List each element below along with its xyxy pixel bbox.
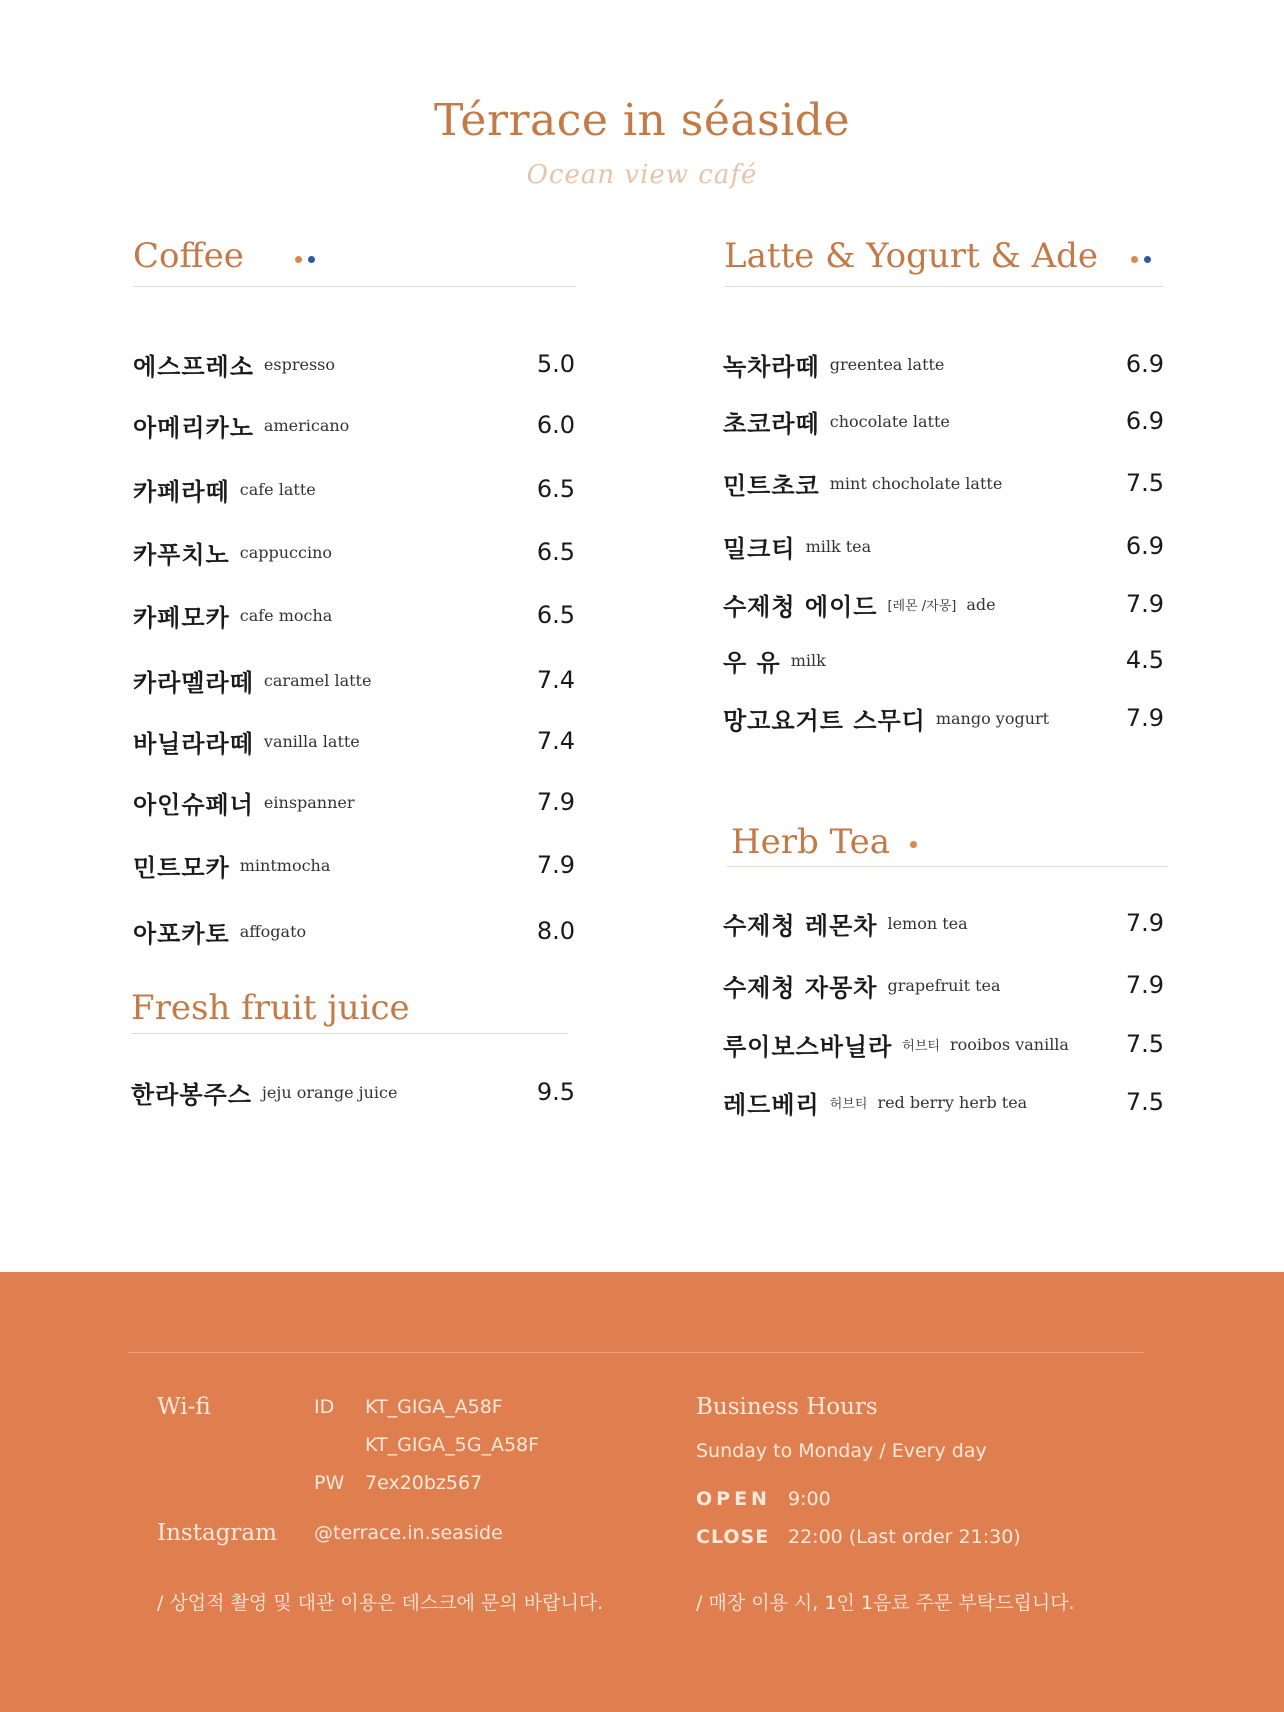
menu-item-korean-name: 초코라떼	[723, 409, 820, 438]
menu-item-price: 7.5	[1125, 469, 1164, 497]
section-divider	[131, 1033, 567, 1034]
menu-item-english-name: red berry herb tea	[877, 1092, 1028, 1112]
menu-item-english-name: lemon tea	[887, 913, 968, 933]
menu-item-price: 6.5	[536, 601, 575, 629]
wifi-id-label: ID	[314, 1396, 335, 1418]
section-dots-latte	[1131, 256, 1151, 263]
menu-item-english-name: einspanner	[263, 792, 355, 812]
menu-item-price: 7.9	[1125, 704, 1164, 732]
menu-item	[723, 344, 1164, 384]
close-label: CLOSE	[696, 1526, 770, 1548]
menu-item	[723, 401, 1164, 441]
menu-item-price: 6.9	[1125, 407, 1164, 435]
dot-blue-icon	[1144, 256, 1151, 263]
menu-item-price: 4.5	[1125, 646, 1164, 674]
menu-item-price: 7.9	[1125, 590, 1164, 618]
menu-item	[723, 463, 1164, 503]
menu-item	[133, 344, 575, 384]
menu-item-english-name: chocolate latte	[829, 411, 950, 431]
menu-item-korean-name: 우 유	[723, 648, 781, 677]
menu-item-english-name: ade	[966, 594, 996, 614]
menu-item-korean-name: 카페라떼	[133, 477, 230, 506]
menu-item	[133, 469, 575, 509]
menu-item-english-name: cafe mocha	[239, 605, 333, 625]
menu-item-price: 7.5	[1125, 1030, 1164, 1058]
menu-item-price: 7.9	[1125, 971, 1164, 999]
menu-item-note: 허브티	[902, 1038, 940, 1054]
menu-item	[133, 532, 575, 572]
dot-orange-icon	[910, 841, 917, 848]
menu-item-korean-name: 민트모카	[133, 853, 230, 882]
menu-item-price: 6.5	[536, 475, 575, 503]
menu-item-price: 8.0	[536, 917, 575, 945]
section-title-latte: Latte & Yogurt & Ade	[724, 236, 1099, 276]
wifi-label: Wi-fi	[157, 1394, 211, 1420]
wifi-id-value-2: KT_GIGA_5G_A58F	[365, 1434, 540, 1456]
notice-left: / 상업적 촬영 및 대관 이용은 데스크에 문의 바랍니다.	[157, 1592, 604, 1614]
menu-item-price: 6.9	[1125, 532, 1164, 560]
section-title-herb: Herb Tea	[731, 822, 891, 862]
wifi-pw-label: PW	[314, 1472, 345, 1494]
menu-item-english-name: jeju orange juice	[261, 1082, 398, 1102]
menu-item-price: 7.9	[1125, 909, 1164, 937]
section-divider	[727, 866, 1167, 867]
menu-item-price: 6.5	[536, 538, 575, 566]
menu-item-english-name: greentea latte	[829, 354, 945, 374]
menu-item	[723, 1082, 1164, 1122]
menu-item	[133, 660, 575, 700]
footer-info-panel	[0, 1272, 1284, 1712]
menu-item-price: 7.9	[536, 851, 575, 879]
menu-item	[723, 698, 1164, 738]
menu-item-price: 6.0	[536, 411, 575, 439]
menu-item-korean-name: 루이보스바닐라	[723, 1032, 893, 1061]
close-time: 22:00 (Last order 21:30)	[788, 1526, 1021, 1548]
menu-item-korean-name: 수제청 레몬차	[723, 911, 878, 940]
section-title-juice: Fresh fruit juice	[131, 988, 410, 1028]
menu-item-english-name: grapefruit tea	[887, 975, 1001, 995]
menu-item-english-name: rooibos vanilla	[949, 1034, 1069, 1054]
menu-item-english-name: affogato	[239, 921, 307, 941]
open-time: 9:00	[788, 1488, 831, 1510]
section-divider	[133, 286, 575, 287]
brand-tagline: Ocean view café	[526, 160, 758, 190]
notice-right: / 매장 이용 시, 1인 1음료 주문 부탁드립니다.	[696, 1592, 1075, 1614]
menu-item	[723, 903, 1164, 943]
menu-item	[133, 405, 575, 445]
menu-item-korean-name: 에스프레소	[133, 352, 254, 381]
menu-item-korean-name: 레드베리	[723, 1090, 820, 1119]
menu-item-korean-name: 아인슈페너	[133, 790, 254, 819]
menu-item-english-name: mintmocha	[239, 855, 331, 875]
menu-item-korean-name: 카페모카	[133, 603, 230, 632]
menu-item-korean-name: 녹차라떼	[723, 352, 820, 381]
menu-item-english-name: cappuccino	[239, 542, 333, 562]
menu-item-english-name: mint chocholate latte	[829, 473, 1003, 493]
section-divider	[724, 286, 1164, 287]
wifi-id-value-1: KT_GIGA_A58F	[365, 1396, 503, 1418]
dot-orange-icon	[1131, 256, 1138, 263]
menu-item-note: 허브티	[829, 1096, 868, 1112]
menu-item-korean-name: 밀크티	[723, 534, 796, 563]
menu-item-english-name: mango yogurt	[935, 708, 1050, 728]
menu-item-price: 7.5	[1125, 1088, 1164, 1116]
menu-item-english-name: espresso	[263, 354, 336, 374]
menu-item-english-name: milk	[790, 650, 826, 670]
menu-item-english-name: caramel latte	[263, 670, 372, 690]
menu-item-price: 6.9	[1125, 350, 1164, 378]
menu-item	[723, 965, 1164, 1005]
menu-item	[133, 911, 575, 951]
menu-item	[133, 782, 575, 822]
menu-item-korean-name: 수제청 자몽차	[723, 973, 878, 1002]
business-days: Sunday to Monday / Every day	[696, 1440, 987, 1462]
business-hours-label: Business Hours	[696, 1394, 878, 1420]
menu-item	[723, 640, 1164, 680]
menu-item	[723, 526, 1164, 566]
menu-item	[131, 1072, 575, 1112]
menu-item-korean-name: 수제청 에이드	[723, 592, 878, 621]
menu-item-korean-name: 아포카토	[133, 919, 230, 948]
dot-orange-icon	[295, 256, 302, 263]
menu-item-korean-name: 민트초코	[723, 471, 820, 500]
menu-item-korean-name: 카푸치노	[133, 540, 230, 569]
wifi-pw-value: 7ex20bz567	[365, 1472, 483, 1494]
menu-item-korean-name: 망고요거트 스무디	[723, 706, 926, 735]
dot-blue-icon	[308, 256, 315, 263]
open-label: OPEN	[696, 1488, 771, 1510]
section-dots-coffee	[295, 256, 315, 263]
menu-item-english-name: cafe latte	[239, 479, 316, 499]
menu-item	[723, 1024, 1164, 1064]
menu-item	[723, 584, 1164, 624]
menu-item-english-name: americano	[263, 415, 350, 435]
menu-item-price: 7.4	[536, 666, 575, 694]
menu-item-price: 9.5	[536, 1078, 575, 1106]
menu-item-english-name: vanilla latte	[263, 731, 360, 751]
menu-item-price: 7.4	[536, 727, 575, 755]
instagram-handle: @terrace.in.seaside	[314, 1522, 503, 1544]
menu-item-korean-name: 한라봉주스	[131, 1080, 252, 1109]
menu-item-korean-name: 아메리카노	[133, 413, 254, 442]
menu-item-price: 7.9	[536, 788, 575, 816]
menu-item-korean-name: 카라멜라떼	[133, 668, 254, 697]
section-dots-herb	[910, 841, 917, 848]
menu-item-note: [레몬 /자몽]	[887, 598, 957, 614]
menu-item	[133, 721, 575, 761]
menu-item	[133, 595, 575, 635]
menu-item-price: 5.0	[536, 350, 575, 378]
brand-title: Térrace in séaside	[433, 95, 851, 146]
menu-item-english-name: milk tea	[805, 536, 872, 556]
footer-divider	[128, 1352, 1144, 1353]
section-title-coffee: Coffee	[133, 236, 244, 276]
instagram-label: Instagram	[157, 1520, 277, 1546]
menu-item	[133, 845, 575, 885]
menu-item-korean-name: 바닐라라떼	[133, 729, 254, 758]
